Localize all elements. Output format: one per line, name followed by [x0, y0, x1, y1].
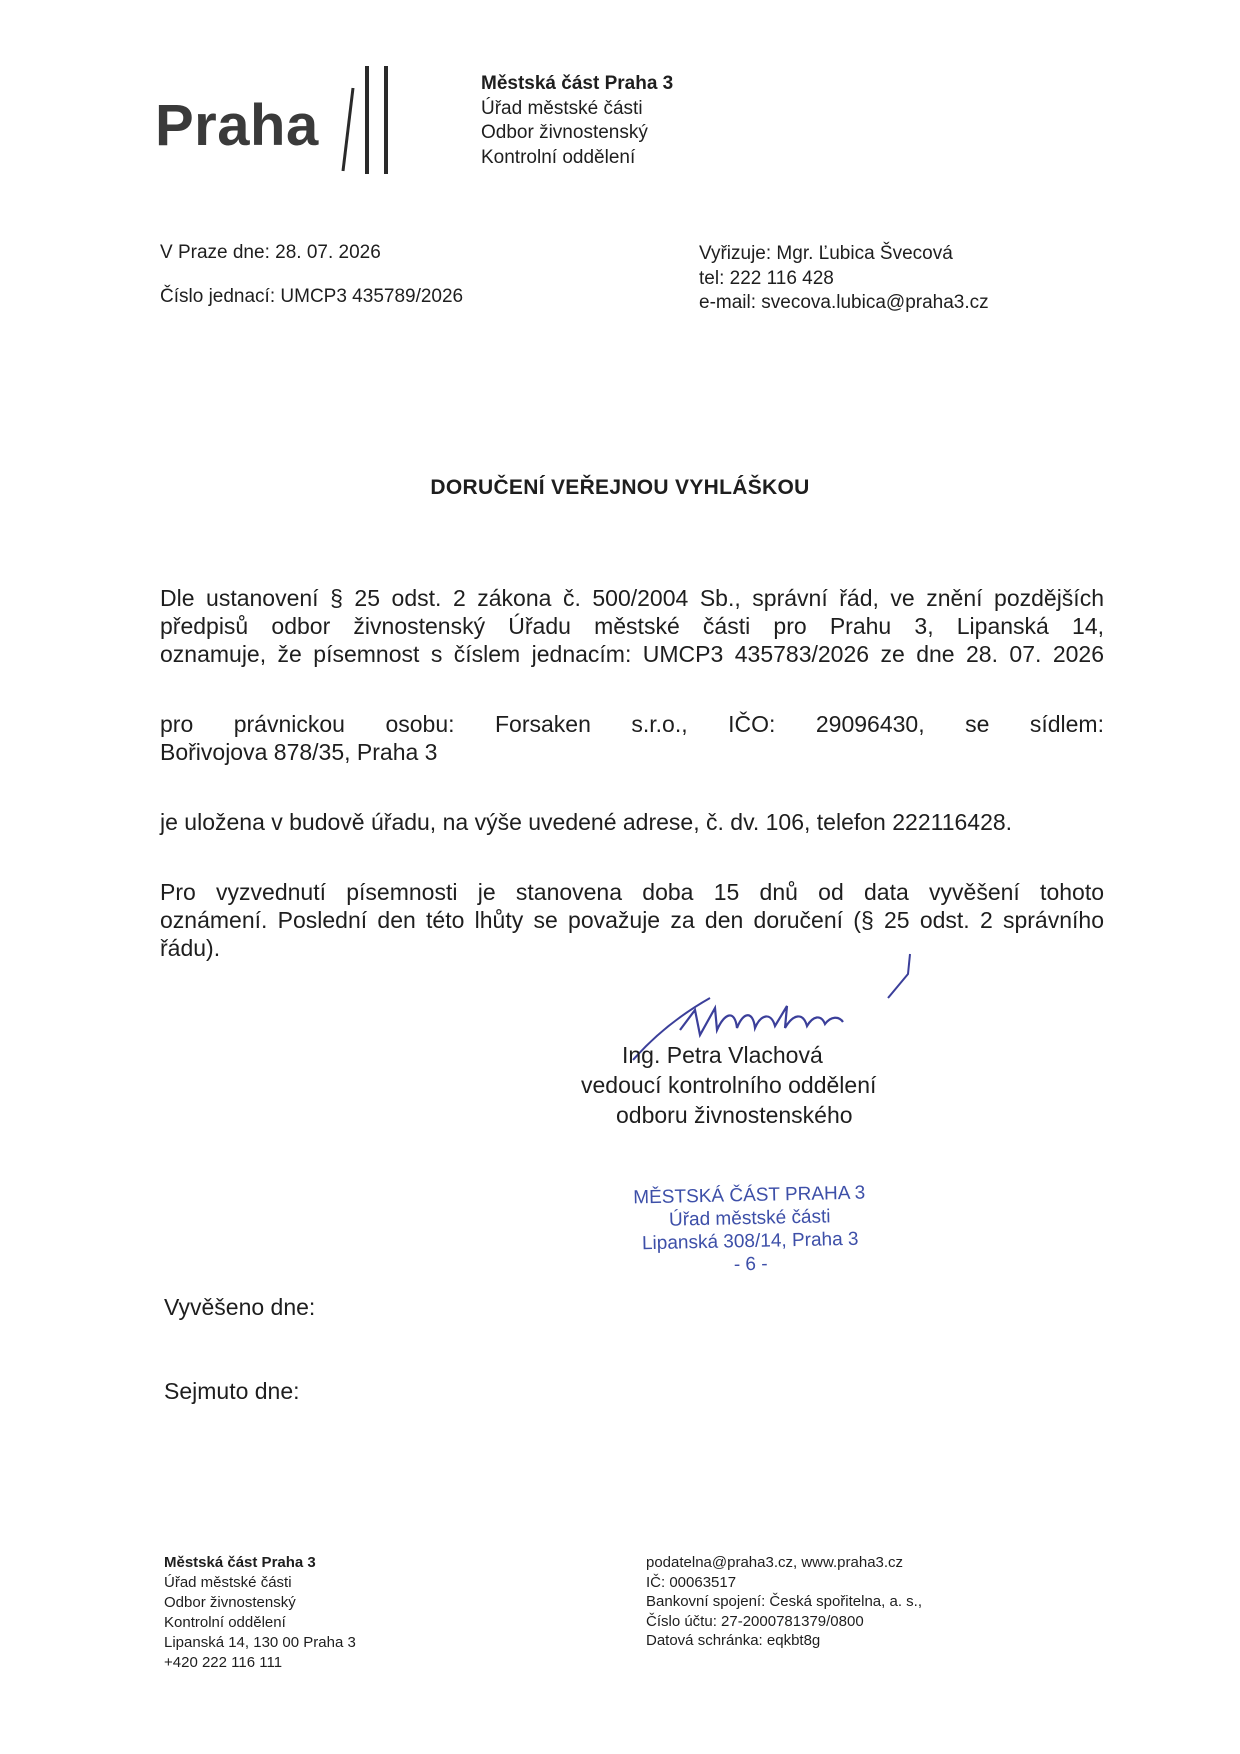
- header-office: Úřad městské části: [481, 97, 643, 119]
- body-paragraph-legal-basis: [160, 584, 1104, 668]
- footer-division: Kontrolní oddělení: [164, 1614, 286, 1631]
- footer-contacts: podatelna@praha3.cz, www.praha3.cz: [646, 1554, 904, 1571]
- footer-department: Odbor živnostenský: [164, 1594, 296, 1611]
- stamp-line: Lipanská 308/14, Praha 3: [641, 1228, 859, 1255]
- handler-phone: tel: 222 116 428: [699, 267, 834, 289]
- document-date: V Praze dne: 28. 07. 2026: [160, 242, 381, 263]
- document-reference-number: Číslo jednací: UMCP3 435789/2026: [160, 286, 464, 307]
- body-paragraph-pickup-period: [160, 878, 1104, 962]
- header-org-name: Městská část Praha 3: [481, 73, 674, 94]
- body-line: oznamuje, že písemnost s číslem jednacím: UMCP3 435783/2026 ze dne 28. 07. 2026: [160, 641, 1104, 667]
- body-line: je uložena v budově úřadu, na výše uvedené adrese, č. dv. 106, telefon 222116428.: [160, 809, 1013, 835]
- signatory-department: odboru živnostenského: [616, 1102, 853, 1128]
- document-meta-right: [699, 242, 989, 316]
- body-line: Bořivojova 878/35, Praha 3: [160, 739, 438, 765]
- footer-ic: IČ: 00063517: [646, 1573, 737, 1591]
- body-line: Pro vyzvednutí písemnosti je stanovena doba 15 dnů od data vyvěšení tohoto: [160, 879, 1104, 905]
- footer-phone: +420 222 116 111: [164, 1654, 283, 1671]
- header-department: Odbor živnostenský: [481, 122, 648, 143]
- document-title: DORUČENÍ VEŘEJNOU VYHLÁŠKOU: [430, 476, 810, 499]
- document-meta-left: [160, 242, 463, 330]
- stamp-line: MĚSTSKÁ ČÁST PRAHA 3: [633, 1182, 866, 1209]
- body-line: oznámení. Poslední den této lhůty se považuje za den doručení (§ 25 odst. 2 správního: [160, 907, 1104, 933]
- official-stamp: [599, 1181, 901, 1279]
- signatory-role: vedoucí kontrolního oddělení: [581, 1072, 877, 1098]
- stamp-line: - 6 -: [733, 1253, 768, 1276]
- footer-org-name: Městská část Praha 3: [164, 1554, 316, 1571]
- signatory-name: Ing. Petra Vlachová: [622, 1042, 823, 1068]
- footer-address: Lipanská 14, 130 00 Praha 3: [164, 1634, 356, 1651]
- body-line: předpisů odbor živnostenský Úřadu městské části pro Prahu 3, Lipanská 14,: [160, 613, 1104, 639]
- handler-email: e-mail: svecova.lubica@praha3.cz: [699, 292, 989, 313]
- body-line: Dle ustanovení § 25 odst. 2 zákona č. 500/2004 Sb., správní řád, ve znění pozdějších: [160, 585, 1104, 611]
- footer-contact-block: [646, 1553, 922, 1651]
- footer-account: Číslo účtu: 27-2000781379/0800: [646, 1612, 864, 1630]
- body-line: pro právnickou osobu: Forsaken s.r.o., IČO: 29096430, se sídlem:: [160, 711, 1104, 737]
- footer-address-block: [164, 1553, 356, 1673]
- body-paragraph-storage: [160, 808, 1104, 836]
- signature-block: [560, 1040, 900, 1130]
- handler-name: Vyřizuje: Mgr. Ľubica Švecová: [699, 243, 953, 264]
- praha-logo-bars: [325, 66, 405, 176]
- header-organization: [481, 72, 673, 170]
- removed-date-label: Sejmuto dne:: [164, 1378, 300, 1404]
- header-division: Kontrolní oddělení: [481, 146, 636, 168]
- body-line: řádu).: [160, 935, 221, 961]
- posted-date-label: Vyvěšeno dne:: [164, 1294, 316, 1320]
- footer-office: Úřad městské části: [164, 1574, 292, 1591]
- signature-flourish: [878, 952, 918, 1002]
- stamp-line: Úřad městské části: [668, 1206, 831, 1231]
- footer-databox: Datová schránka: eqkbt8g: [646, 1632, 821, 1649]
- footer-bank: Bankovní spojení: Česká spořitelna, a. s.,: [646, 1593, 922, 1610]
- body-paragraph-recipient: [160, 710, 1104, 766]
- praha-logo-word: Praha: [155, 93, 319, 158]
